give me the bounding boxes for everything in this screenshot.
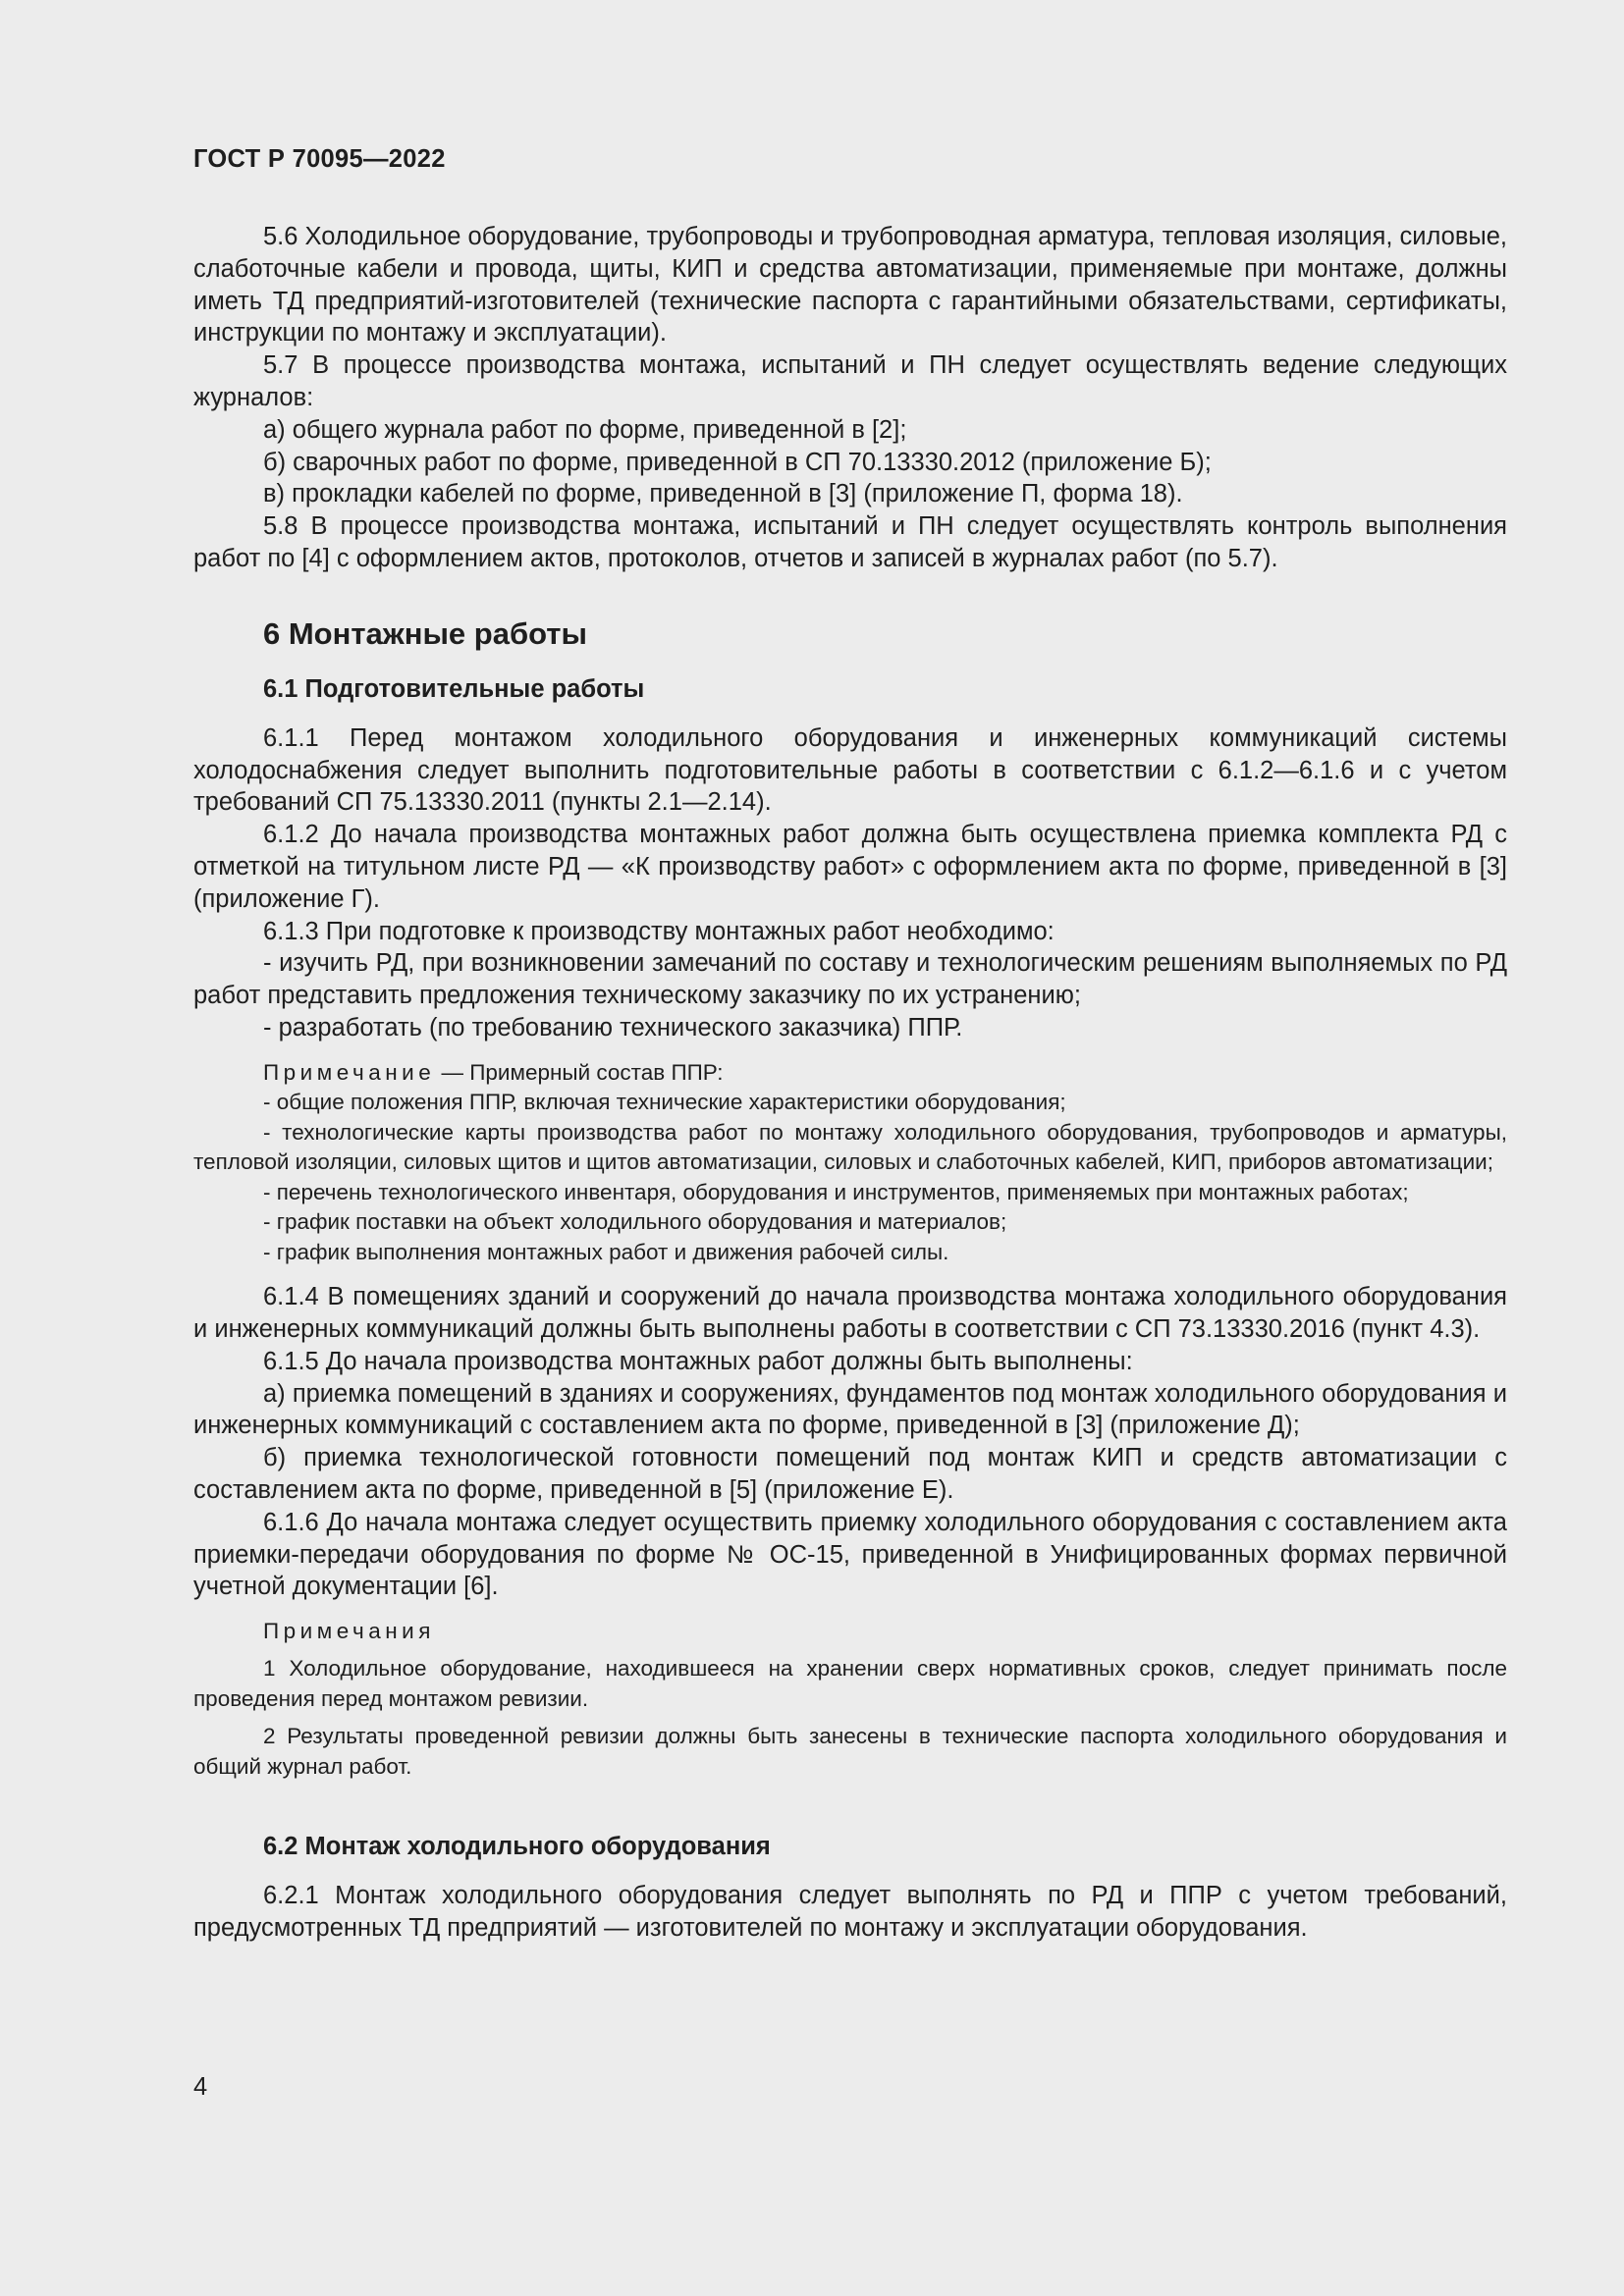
list-item-6-1-5-b: б) приемка технологической готовности помещений под монтаж КИП и средств автоматизации с составлением акта по форме, приведенной в [5] (приложение Е).	[193, 1444, 1507, 1505]
paragraph-5-6: 5.6 Холодильное оборудование, трубопроводы и трубопроводная арматура, тепловая изоляция, силовые, слаботочные кабели и провода, щиты, КИП и средства автоматизации, применяемые при монтаже, должны иметь ТД предприятий-изготовителей (технические паспорта с гарантийными обязательствами, сертификаты, инструкции по монтажу и эксплуатации).	[193, 223, 1507, 347]
subsection-6-1-heading: 6.1 Подготовительные работы	[263, 674, 645, 703]
list-item-5-7-c: в) прокладки кабелей по форме, приведенной в [3] (приложение П, форма 18).	[263, 480, 1183, 508]
document-id-header: ГОСТ Р 70095—2022	[193, 145, 446, 173]
subsection-6-2-heading: 6.2 Монтаж холодильного оборудования	[263, 1833, 771, 1861]
list-item-6-1-3-a: - изучить РД, при возникновении замечаний по составу и технологическим решениям выполняемых по РД работ представить предложения техническому заказчику по их устранению;	[193, 949, 1507, 1010]
document-page	[193, 145, 1507, 1945]
note-ppr-intro	[193, 1058, 1507, 1089]
paragraph-6-1-6: 6.1.6 До начала монтажа следует осуществить приемку холодильного оборудования с составлением акта приемки-передачи оборудования по форме № ОС-15, приведенной в Унифицированных формах первичной учетной документации [6].	[193, 1508, 1507, 1601]
note-label: Примечание	[263, 1059, 436, 1085]
list-item-5-7-b: б) сварочных работ по форме, приведенной в СП 70.13330.2012 (приложение Б);	[263, 448, 1212, 476]
paragraph-6-2-1: 6.2.1 Монтаж холодильного оборудования следует выполнять по РД и ППР с учетом требований, предусмотренных ТД предприятий — изготовителей по монтажу и эксплуатации оборудования.	[193, 1882, 1507, 1942]
list-item-6-1-5-a: а) приемка помещений в зданиях и сооружениях, фундаментов под монтаж холодильного оборудования и инженерных коммуникаций с составлением акта по форме, приведенной в [3] (приложение Д);	[193, 1379, 1507, 1440]
note-list-item: - график поставки на объект холодильного оборудования и материалов;	[263, 1209, 1007, 1235]
paragraph-5-7: 5.7 В процессе производства монтажа, испытаний и ПН следует осуществлять ведение следующих журналов:	[193, 351, 1507, 411]
paragraph-6-1-2: 6.1.2 До начала производства монтажных работ должна быть осуществлена приемка комплекта РД с отметкой на титульном листе РД — «К производству работ» с оформлением акта по форме, приведенной в [3] (приложение Г).	[193, 821, 1507, 913]
note-list-item: - общие положения ППР, включая технические характеристики оборудования;	[263, 1090, 1066, 1115]
note-ppr	[193, 1058, 1507, 1268]
note-item: 1 Холодильное оборудование, находившееся на хранении сверх нормативных сроков, следует принимать после проведения перед монтажом ревизии.	[193, 1656, 1507, 1711]
section-6-heading: 6 Монтажные работы	[263, 615, 587, 651]
list-item-5-7-a: а) общего журнала работ по форме, приведенной в [2];	[263, 415, 907, 444]
list-item-6-1-3-b: - разработать (по требованию технического заказчика) ППР.	[263, 1013, 963, 1041]
paragraph-6-1-3: 6.1.3 При подготовке к производству монтажных работ необходимо:	[263, 917, 1055, 945]
paragraph-6-1-4: 6.1.4 В помещениях зданий и сооружений до начала производства монтажа холодильного оборудования и инженерных коммуникаций должны быть выполнены работы в соответствии с СП 73.13330.2016 (пункт 4.3).	[193, 1283, 1507, 1344]
note-list-item: - график выполнения монтажных работ и движения рабочей силы.	[263, 1239, 949, 1264]
note-text: — Примерный состав ППР:	[435, 1059, 724, 1085]
note-list-item: - технологические карты производства работ по монтажу холодильного оборудования, трубопроводов и арматуры, тепловой изоляции, силовых щитов и щитов автоматизации, силовых и слаботочных кабелей, КИП, приборов автоматизации;	[193, 1119, 1507, 1175]
paragraph-6-1-5: 6.1.5 До начала производства монтажных работ должны быть выполнены:	[263, 1347, 1133, 1375]
notes-heading: Примечания	[263, 1619, 435, 1644]
paragraph-5-8: 5.8 В процессе производства монтажа, испытаний и ПН следует осуществлять контроль выполнения работ по [4] с оформлением актов, протоколов, отчетов и записей в журналах работ (по 5.7).	[193, 512, 1507, 572]
paragraph-6-1-1: 6.1.1 Перед монтажом холодильного оборудования и инженерных коммуникаций системы холодоснабжения следует выполнить подготовительные работы в соответствии с 6.1.2—6.1.6 и с учетом требований СП 75.13330.2011 (пункты 2.1—2.14).	[193, 723, 1507, 817]
page-number: 4	[193, 2073, 208, 2101]
note-list-item: - перечень технологического инвентаря, оборудования и инструментов, применяемых при монтажных работах;	[263, 1179, 1409, 1204]
note-item: 2 Результаты проведенной ревизии должны быть занесены в технические паспорта холодильного оборудования и общий журнал работ.	[193, 1724, 1507, 1779]
